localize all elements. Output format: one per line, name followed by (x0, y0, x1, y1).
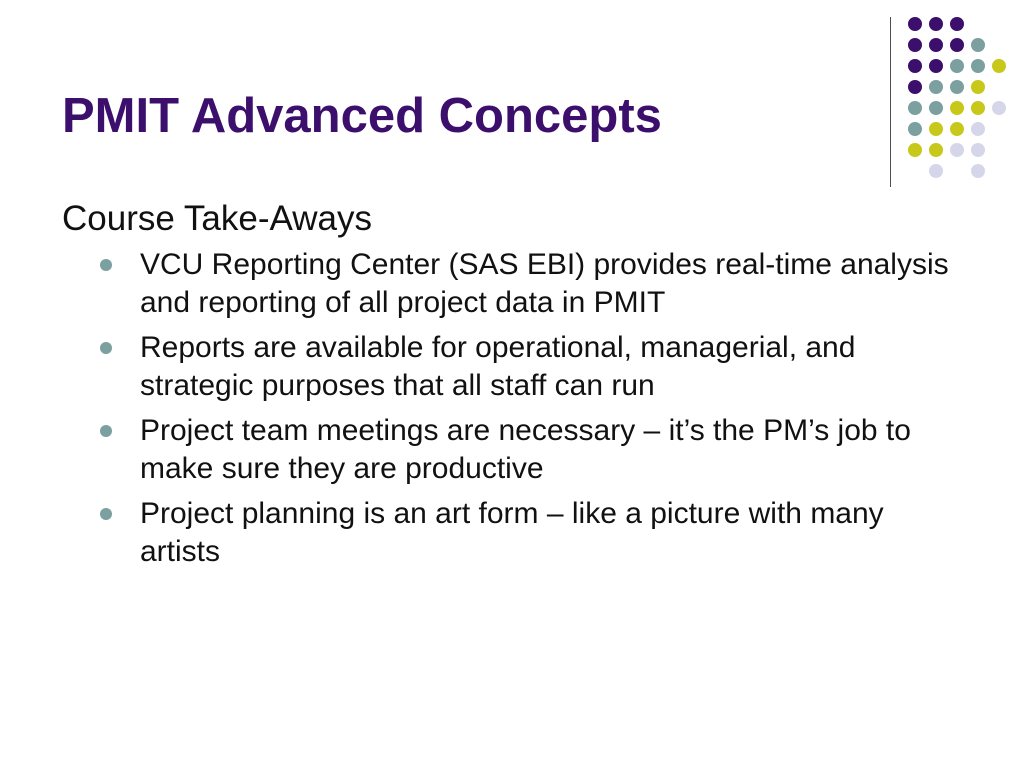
decorative-dot-grid (900, 10, 1010, 170)
decorative-dot (908, 101, 922, 115)
bullet-dot-icon (100, 425, 112, 437)
bullet-list (62, 246, 972, 571)
decorative-dot (908, 122, 922, 136)
decorative-dot (971, 38, 985, 52)
decorative-dot (929, 17, 943, 31)
decorative-dot (950, 80, 964, 94)
decorative-dot (971, 59, 985, 73)
decorative-dot (950, 59, 964, 73)
decorative-dot (929, 122, 943, 136)
decorative-dot (950, 101, 964, 115)
decorative-dot (908, 59, 922, 73)
bullet-dot-icon (100, 342, 112, 354)
slide-body (62, 198, 972, 578)
bullet-item (62, 495, 972, 571)
bullet-dot-icon (100, 508, 112, 520)
decorative-dot (908, 143, 922, 157)
bullet-text: Reports are available for operational, managerial, and strategic purposes that all staff can run (140, 331, 856, 402)
decorative-dot (992, 101, 1006, 115)
decorative-dot (908, 17, 922, 31)
decorative-dot (950, 122, 964, 136)
subheading: Course Take-Aways (62, 199, 372, 238)
decorative-dot (971, 143, 985, 157)
bullet-text: Project planning is an art form – like a picture with many artists (140, 497, 884, 568)
decorative-dot (950, 143, 964, 157)
decorative-dot (971, 101, 985, 115)
decorative-dot (950, 17, 964, 31)
decorative-dot (929, 80, 943, 94)
bullet-item (62, 329, 972, 405)
bullet-item (62, 246, 972, 322)
decorative-dot (929, 38, 943, 52)
bullet-text: Project team meetings are necessary – it’s the PM’s job to make sure they are productive (140, 414, 911, 485)
slide-title: PMIT Advanced Concepts (62, 89, 662, 143)
decorative-dot (950, 38, 964, 52)
decorative-dot (908, 80, 922, 94)
bullet-dot-icon (100, 259, 112, 271)
decorative-dot (929, 143, 943, 157)
decorative-dot (929, 101, 943, 115)
decorative-dot (992, 59, 1006, 73)
decorative-dot (929, 164, 943, 178)
decorative-dot (971, 164, 985, 178)
bullet-text: VCU Reporting Center (SAS EBI) provides real-time analysis and reporting of all project data in PMIT (140, 248, 949, 319)
title-divider-line (890, 17, 891, 187)
bullet-item (62, 412, 972, 488)
decorative-dot (929, 59, 943, 73)
decorative-dot (908, 38, 922, 52)
decorative-dot (971, 80, 985, 94)
decorative-dot (971, 122, 985, 136)
